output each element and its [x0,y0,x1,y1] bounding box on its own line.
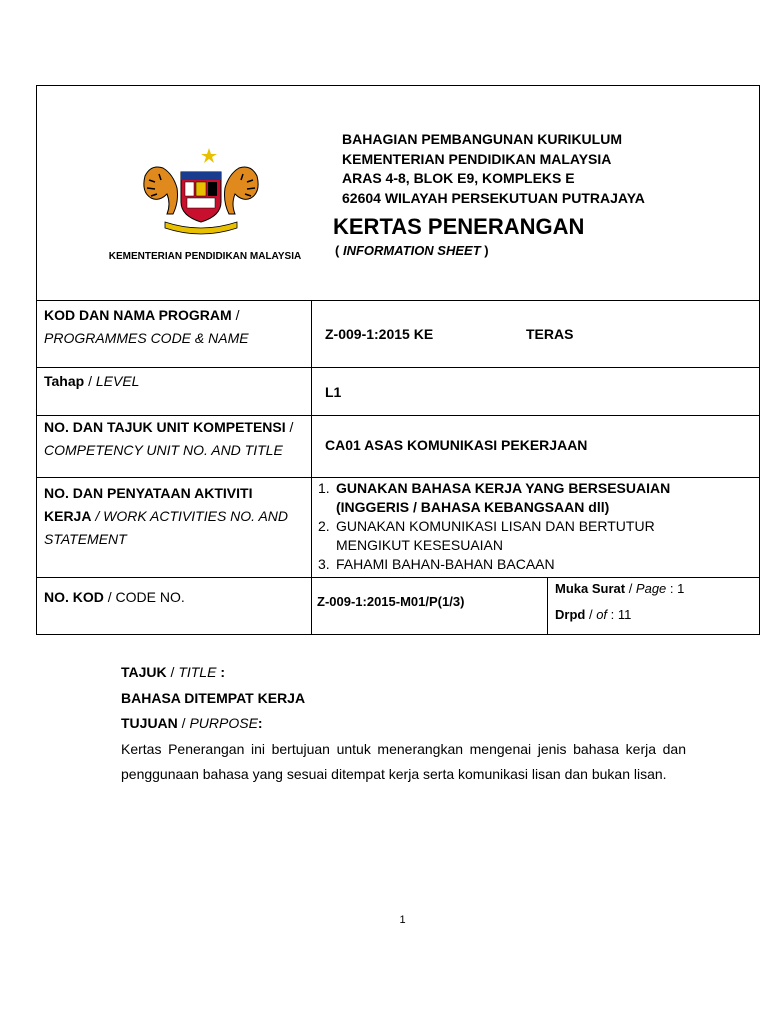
program-type: TERAS [526,326,574,342]
address-line: ARAS 4-8, BLOK E9, KOMPLEKS E [342,170,575,186]
level-label: Tahap / LEVEL [37,367,312,415]
purpose-label: TUJUAN / PURPOSE: [121,715,263,731]
competency-value: CA01 ASAS KOMUNIKASI PEKERJAAN [325,437,588,453]
level-row [37,367,759,416]
purpose-text: Kertas Penerangan ini bertujuan untuk menerangkan mengenai jenis bahasa kerja dan penggunaan bahasa yang sesuai ditempat kerja serta komunikasi lisan dan bukan lisan. [121,740,686,782]
page-count: Muka Surat / Page : 1 [555,581,685,596]
code-row [37,577,759,634]
program-code: Z-009-1:2015 KE [325,326,434,342]
letterhead [37,86,759,301]
code-value-cell [312,577,759,634]
address-block [342,130,645,208]
activity-label: NO. DAN PENYATAAN AKTIVITI KERJA / WORK ACTIVITIES NO. AND STATEMENT [37,477,312,577]
competency-row [37,415,759,478]
address-line: KEMENTERIAN PENDIDIKAN MALAYSIA [342,150,612,167]
list-item: 2. GUNAKAN KOMUNIKASI LISAN DAN BERTUTUR [318,518,655,534]
code-label: NO. KOD / CODE NO. [37,577,312,634]
total-pages: Drpd / of : 11 [555,607,632,622]
list-item: 3. FAHAMI BAHAN-BAHAN BACAAN [318,556,555,572]
program-row [37,300,759,368]
title-value: BAHASA DITEMPAT KERJA [121,689,306,706]
activity-row [37,477,759,578]
document-header-table [36,85,760,635]
program-value [312,300,759,367]
page-info [547,577,759,634]
level-value: L1 [325,384,342,400]
program-label: KOD DAN NAMA PROGRAM / PROGRAMMES CODE & NAME [37,300,312,367]
document-subtitle: ( INFORMATION SHEET ) [335,243,489,258]
document-body [121,660,686,788]
ministry-label: KEMENTERIAN PENDIDIKAN MALAYSIA [108,251,302,262]
list-item-continuation: (INGGERIS / BAHASA KEBANGSAAN dll) [336,499,610,515]
activity-list [312,477,759,577]
title-label: TAJUK / TITLE : [121,664,225,680]
subtitle-italic: INFORMATION SHEET [342,243,481,258]
malaysia-coat-of-arms-icon [135,146,267,236]
competency-label: NO. DAN TAJUK UNIT KOMPETENSI / COMPETENCY UNIT NO. AND TITLE [37,415,312,477]
list-item-continuation: MENGIKUT KESESUAIAN [336,537,504,553]
address-line: BAHAGIAN PEMBANGUNAN KURIKULUM [342,131,622,147]
page-number: 1 [399,914,406,926]
list-item: 1. GUNAKAN BAHASA KERJA YANG BERSESUAIAN [318,480,671,496]
document-title: KERTAS PENERANGAN [333,214,585,239]
code-value: Z-009-1:2015-M01/P(1/3) [317,594,465,609]
address-line: 62604 WILAYAH PERSEKUTUAN PUTRAJAYA [342,189,645,206]
